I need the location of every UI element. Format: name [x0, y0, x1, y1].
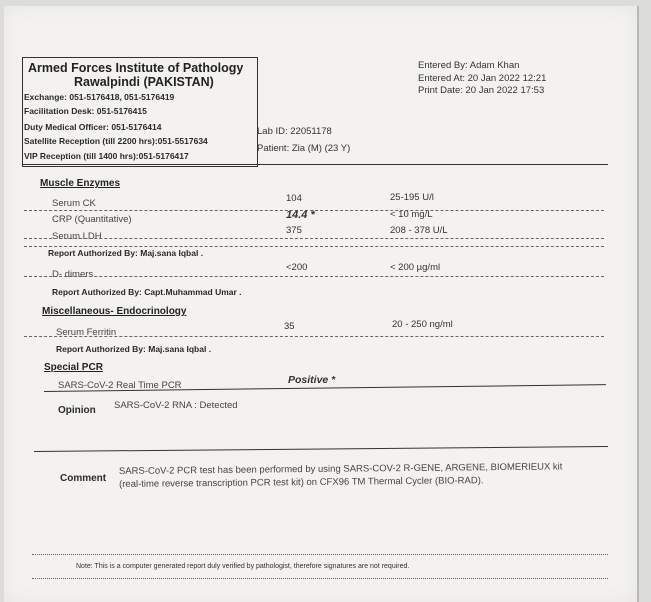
- section-pcr-title: Special PCR: [44, 362, 103, 373]
- test-name: SARS-CoV-2 Real Time PCR: [58, 380, 182, 391]
- report-authorized: Report Authorized By: Maj.sana Iqbal .: [48, 248, 204, 258]
- test-value: 35: [284, 321, 295, 332]
- reference-range: < 10 mg/L: [390, 209, 433, 220]
- test-value: 104: [286, 193, 302, 204]
- report-authorized: Report Authorized By: Capt.Muhammad Umar .: [52, 287, 242, 297]
- reference-range: 25-195 U/l: [390, 192, 434, 203]
- section-divider: [24, 246, 604, 247]
- report-paper: [4, 6, 639, 602]
- test-name: D- dimers: [52, 269, 94, 280]
- comment-bottom-divider: [32, 554, 608, 555]
- contact-duty-officer: Duty Medical Officer: 051-5176414: [24, 122, 162, 132]
- reference-range: 20 - 250 ng/ml: [392, 319, 453, 330]
- comment-text: SARS-CoV-2 PCR test has been performed by using SARS-COV-2 R-GENE, ARGENE, BIOMERIEUX kit (real-time reverse transcription PCR test kit) on CFX96 TM Thermal Cycler (BIO-RAD).: [118, 461, 563, 490]
- section-muscle-title: Muscle Enzymes: [40, 178, 121, 189]
- opinion-text: SARS-CoV-2 RNA : Detected: [114, 400, 238, 411]
- test-name: Serum Ferritin: [56, 327, 117, 338]
- print-date: Print Date: 20 Jan 2022 17:53: [418, 85, 545, 96]
- contact-vip: VIP Reception (till 1400 hrs):051-5176417: [24, 151, 189, 161]
- test-value: 375: [286, 225, 302, 236]
- pcr-result-flagged: Positive *: [288, 374, 336, 386]
- institute-city: Rawalpindi (PAKISTAN): [74, 75, 214, 89]
- row-divider: [24, 238, 604, 239]
- row-divider: [24, 336, 604, 337]
- test-name: Serum LDH: [52, 231, 102, 242]
- opinion-label: Opinion: [58, 405, 96, 416]
- test-value: <200: [286, 262, 308, 273]
- footer-note: Note: This is a computer generated report duly verified by pathologist, therefore signatures are not required.: [76, 563, 410, 570]
- row-divider: [24, 276, 604, 277]
- report-authorized: Report Authorized By: Maj.sana Iqbal .: [56, 344, 212, 354]
- entered-by: Entered By: Adam Khan: [418, 60, 520, 71]
- patient-info: Patient: Zia (M) (23 Y): [257, 143, 351, 154]
- section-misc-title: Miscellaneous- Endocrinology: [42, 306, 187, 317]
- header-divider: [22, 164, 608, 165]
- test-name: Serum CK: [52, 198, 96, 209]
- comment-top-divider: [34, 446, 608, 452]
- test-name: CRP (Quantitative): [52, 214, 132, 225]
- footer-divider: [32, 578, 608, 579]
- institute-name: Armed Forces Institute of Pathology: [28, 61, 244, 75]
- reference-range: < 200 µg/ml: [390, 262, 441, 273]
- test-value-flagged: 14.4 *: [286, 209, 315, 221]
- entered-at: Entered At: 20 Jan 2022 12:21: [418, 73, 547, 84]
- contact-exchange: Exchange: 051-5176418, 051-5176419: [24, 92, 175, 102]
- lab-id: Lab ID: 22051178: [257, 126, 332, 137]
- comment-label: Comment: [60, 473, 107, 484]
- contact-satellite: Satellite Reception (till 2200 hrs):051-5517634: [24, 136, 208, 146]
- contact-facilitation: Facilitation Desk: 051-5176415: [24, 106, 147, 116]
- reference-range: 208 - 378 U/L: [390, 225, 448, 236]
